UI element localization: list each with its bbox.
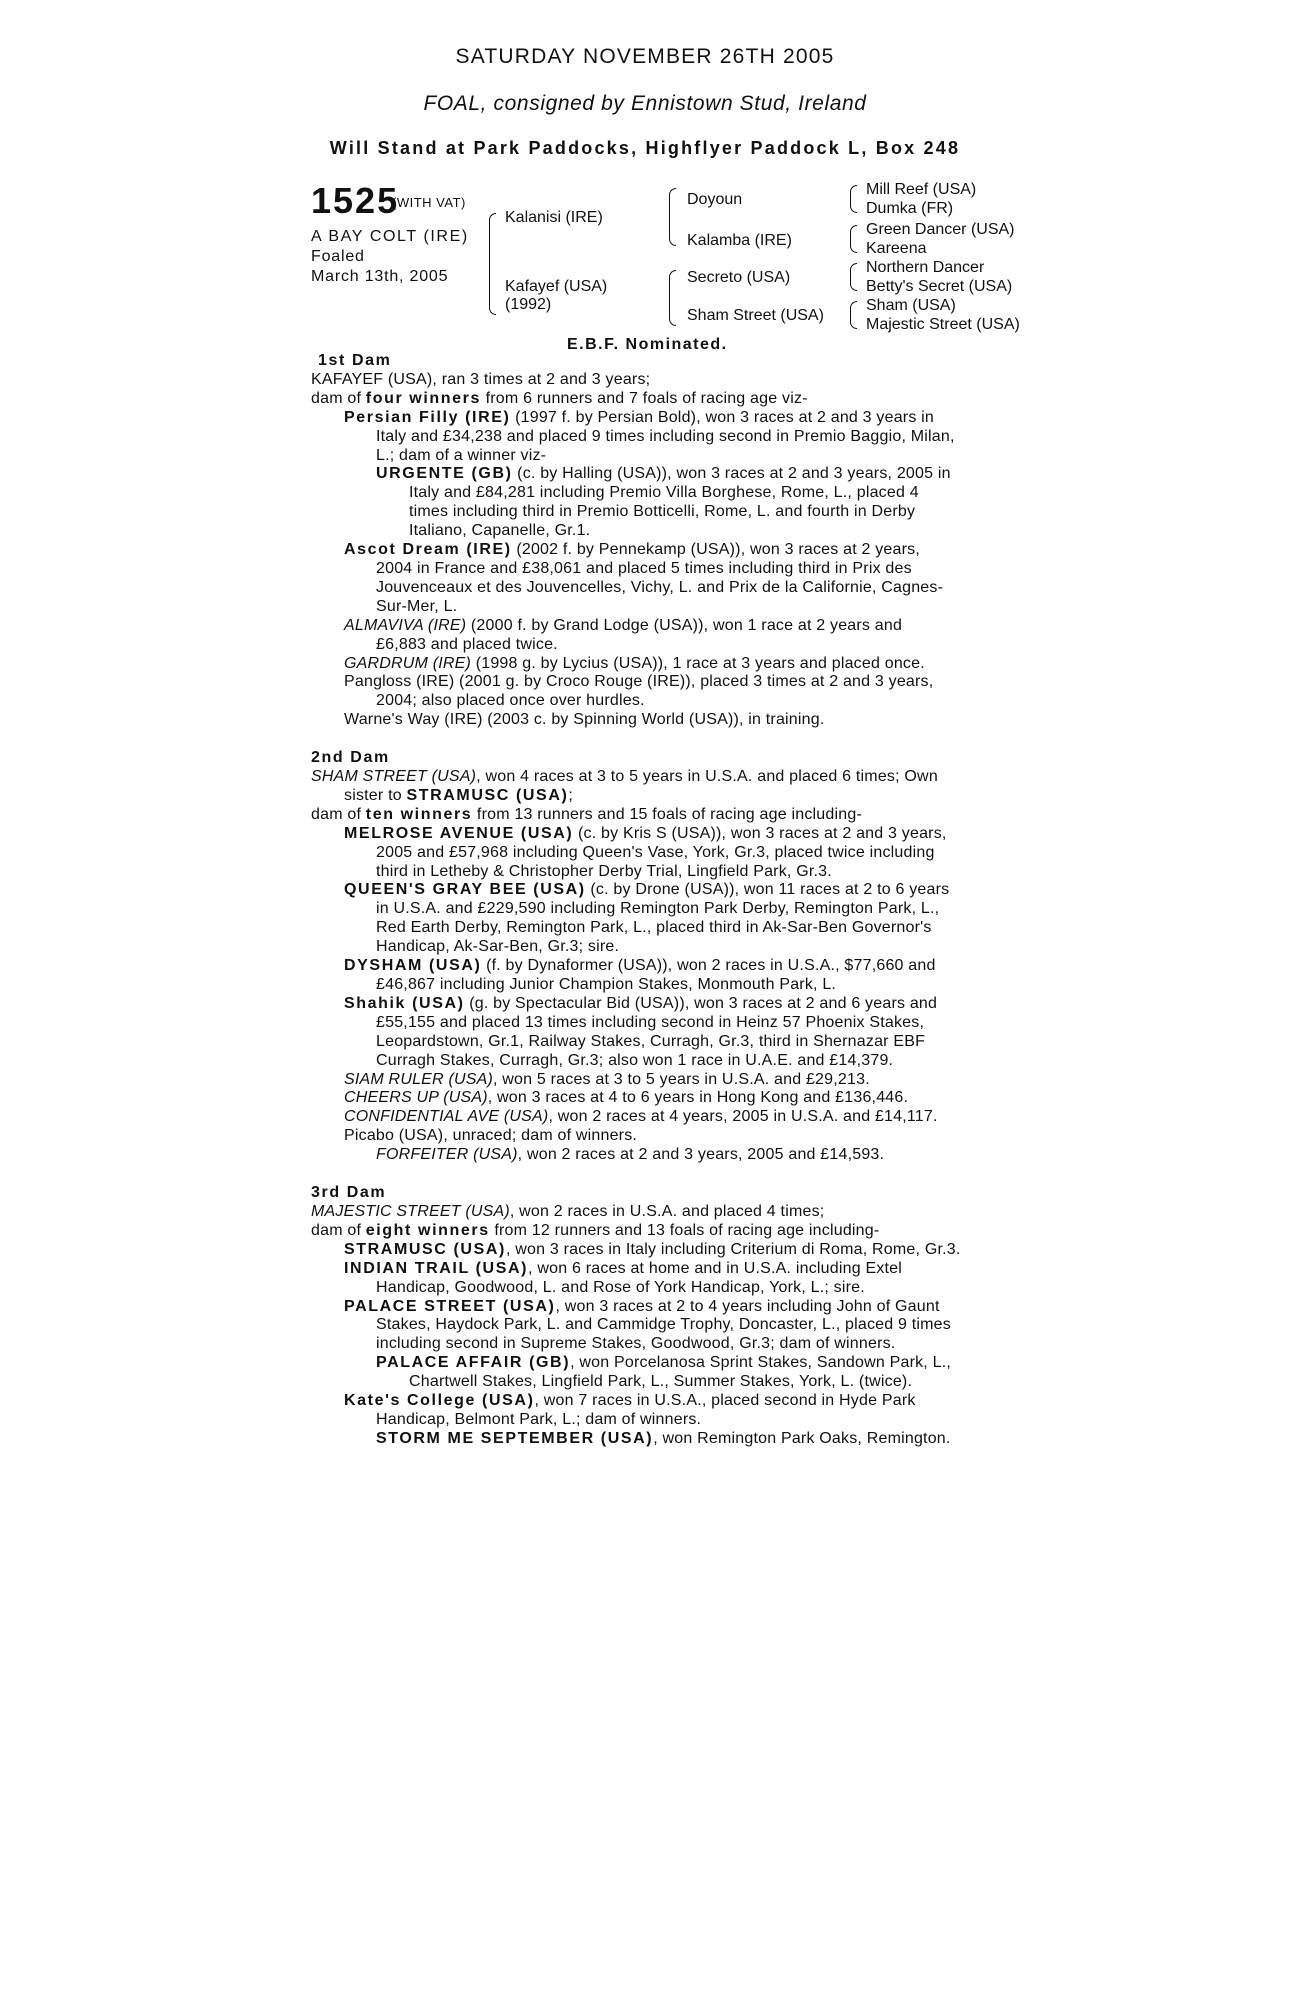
- text-line: ALMAVIVA (IRE) (2000 f. by Grand Lodge (USA)), won 1 race at 2 years and: [344, 616, 903, 634]
- sale-date: SATURDAY NOVEMBER 26TH 2005: [455, 45, 835, 68]
- foaled-date: March 13th, 2005: [311, 268, 449, 285]
- text-line: SHAM STREET (USA), won 4 races at 3 to 5 years in U.S.A. and placed 6 times; Own: [311, 768, 938, 786]
- text-line: Curragh Stakes, Curragh, Gr.3; also won 1 race in U.A.E. and £14,379.: [376, 1051, 894, 1069]
- pedigree-gen2-3: Secreto (USA): [687, 269, 791, 286]
- text-line: Chartwell Stakes, Lingfield Park, L., Summer Stakes, York, L. (twice).: [409, 1373, 913, 1391]
- section-heading-2nd-dam: 2nd Dam: [311, 749, 390, 767]
- text-line: times including third in Premio Botticelli, Rome, L. and fourth in Derby: [409, 503, 916, 521]
- text-line: Pangloss (IRE) (2001 g. by Croco Rouge (IRE)), placed 3 times at 2 and 3 years,: [344, 673, 934, 691]
- text-line: Picabo (USA), unraced; dam of winners.: [344, 1127, 638, 1145]
- text-line: Persian Filly (IRE) (1997 f. by Persian Bold), won 3 races at 2 and 3 years in: [344, 408, 935, 426]
- text-line: INDIAN TRAIL (USA), won 6 races at home and in U.S.A. including Extel: [344, 1259, 903, 1277]
- pedigree-gen3-7: Sham (USA): [866, 297, 956, 314]
- bracket-gen3-1: [850, 185, 857, 213]
- text-line: Italiano, Capanelle, Gr.1.: [409, 522, 591, 540]
- pedigree-gen3-6: Betty's Secret (USA): [866, 278, 1013, 295]
- section-heading-1st-dam: 1st Dam: [318, 352, 392, 369]
- text-line: sister to STRAMUSC (USA);: [344, 786, 574, 804]
- text-line: 2004 in France and £38,061 and placed 5 times including third in Prix des: [376, 559, 912, 577]
- text-line: PALACE AFFAIR (GB), won Porcelanosa Sprint Stakes, Sandown Park, L.,: [376, 1354, 951, 1372]
- text-line: Kate's College (USA), won 7 races in U.S.A., placed second in Hyde Park: [344, 1392, 916, 1410]
- stand-location: Will Stand at Park Paddocks, Highflyer Paddock L, Box 248: [329, 138, 961, 158]
- bracket-gen3-4: [850, 301, 857, 329]
- text-line: Handicap, Ak-Sar-Ben, Gr.3; sire.: [376, 938, 620, 956]
- bracket-gen2-bottom: [669, 270, 676, 326]
- text-line: Red Earth Derby, Remington Park, L., placed third in Ak-Sar-Ben Governor's: [376, 919, 932, 937]
- text-line: PALACE STREET (USA), won 3 races at 2 to 4 years including John of Gaunt: [344, 1297, 940, 1315]
- lot-number: 1525: [311, 180, 400, 221]
- text-line: Warne's Way (IRE) (2003 c. by Spinning World (USA)), in training.: [344, 711, 825, 729]
- text-line: Handicap, Belmont Park, L.; dam of winners.: [376, 1410, 702, 1428]
- bracket-gen1: [489, 213, 496, 315]
- text-line: Ascot Dream (IRE) (2002 f. by Pennekamp (USA)), won 3 races at 2 years,: [344, 541, 921, 559]
- text-line: MELROSE AVENUE (USA) (c. by Kris S (USA)), won 3 races at 2 and 3 years,: [344, 824, 947, 842]
- text-line: DYSHAM (USA) (f. by Dynaformer (USA)), won 2 races in U.S.A., $77,660 and: [344, 957, 936, 975]
- produce-record: [311, 352, 981, 1449]
- text-line: dam of four winners from 6 runners and 7 foals of racing age viz-: [311, 389, 808, 407]
- pedigree-gen2-1: Doyoun: [687, 191, 743, 208]
- text-line: Leopardstown, Gr.1, Railway Stakes, Curragh, Gr.3, third in Shernazar EBF: [376, 1032, 926, 1050]
- text-line: £55,155 and placed 13 times including second in Heinz 57 Phoenix Stakes,: [376, 1013, 925, 1031]
- text-line: Handicap, Goodwood, L. and Rose of York Handicap, York, L.; sire.: [376, 1278, 865, 1296]
- dam-name: Kafayef (USA): [505, 278, 608, 295]
- text-line: Italy and £34,238 and placed 9 times including second in Premio Baggio, Milan,: [376, 427, 955, 445]
- text-line: £46,867 including Junior Champion Stakes, Monmouth Park, L.: [376, 976, 837, 993]
- foaled-label: Foaled: [311, 248, 365, 265]
- pedigree-gen3-4: Kareena: [866, 240, 927, 257]
- pedigree-gen3-2: Dumka (FR): [866, 200, 954, 217]
- text-line: SIAM RULER (USA), won 5 races at 3 to 5 years in U.S.A. and £29,213.: [344, 1070, 870, 1088]
- horse-description: A BAY COLT (IRE): [311, 228, 469, 245]
- text-line: STRAMUSC (USA), won 3 races in Italy including Criterium di Roma, Rome, Gr.3.: [344, 1240, 961, 1258]
- section-heading-3rd-dam: 3rd Dam: [311, 1184, 387, 1202]
- text-line: CHEERS UP (USA), won 3 races at 4 to 6 years in Hong Kong and £136,446.: [344, 1089, 909, 1107]
- pedigree-gen3-1: Mill Reef (USA): [866, 181, 977, 198]
- bracket-gen2-top: [669, 188, 676, 246]
- text-line: CONFIDENTIAL AVE (USA), won 2 races at 4 years, 2005 in U.S.A. and £14,117.: [344, 1108, 938, 1126]
- text-line: Jouvenceaux et des Jouvencelles, Vichy, L. and Prix de la Californie, Cagnes-: [376, 578, 944, 596]
- pedigree-gen2-4: Sham Street (USA): [687, 307, 824, 324]
- pedigree-gen3-8: Majestic Street (USA): [866, 316, 1020, 333]
- sire-name: Kalanisi (IRE): [505, 209, 603, 226]
- bracket-gen3-2: [850, 225, 857, 253]
- text-line: Shahik (USA) (g. by Spectacular Bid (USA)), won 3 races at 2 and 6 years and: [344, 994, 938, 1012]
- pedigree-gen3-5: Northern Dancer: [866, 259, 985, 276]
- consignor-line: FOAL, consigned by Ennistown Stud, Ireland: [423, 92, 867, 115]
- text-line: dam of ten winners from 13 runners and 15 foals of racing age including-: [311, 805, 862, 823]
- text-line: 2005 and £57,968 including Queen's Vase, York, Gr.3, placed twice including: [376, 843, 935, 861]
- pedigree-gen3-3: Green Dancer (USA): [866, 221, 1015, 238]
- text-line: STORM ME SEPTEMBER (USA), won Remington Park Oaks, Remington.: [376, 1429, 951, 1447]
- text-line: third in Letheby & Christopher Derby Trial, Lingfield Park, Gr.3.: [376, 862, 832, 880]
- ebf-nominated: E.B.F. Nominated.: [567, 336, 728, 353]
- text-line: Stakes, Haydock Park, L. and Cammidge Trophy, Doncaster, L., placed 9 times: [376, 1316, 951, 1334]
- text-line: Italy and £84,281 including Premio Villa Borghese, Rome, L., placed 4: [409, 484, 919, 502]
- vat-label: (WITH VAT): [392, 195, 466, 210]
- text-line: L.; dam of a winner viz-: [376, 446, 547, 464]
- bracket-gen3-3: [850, 263, 857, 291]
- pedigree-gen2-2: Kalamba (IRE): [687, 232, 792, 249]
- text-line: Sur-Mer, L.: [376, 597, 458, 615]
- text-line: £6,883 and placed twice.: [376, 635, 558, 653]
- text-line: QUEEN'S GRAY BEE (USA) (c. by Drone (USA)), won 11 races at 2 to 6 years: [344, 881, 950, 899]
- text-line: KAFAYEF (USA), ran 3 times at 2 and 3 years;: [311, 370, 651, 388]
- text-line: GARDRUM (IRE) (1998 g. by Lycius (USA)), 1 race at 3 years and placed once.: [344, 654, 925, 672]
- text-line: MAJESTIC STREET (USA), won 2 races in U.S.A. and placed 4 times;: [311, 1202, 825, 1220]
- text-line: FORFEITER (USA), won 2 races at 2 and 3 years, 2005 and £14,593.: [376, 1146, 885, 1164]
- text-line: dam of eight winners from 12 runners and 13 foals of racing age including-: [311, 1221, 880, 1239]
- text-line: URGENTE (GB) (c. by Halling (USA)), won 3 races at 2 and 3 years, 2005 in: [376, 465, 951, 483]
- text-line: including second in Supreme Stakes, Goodwood, Gr.3; dam of winners.: [376, 1335, 896, 1353]
- text-line: in U.S.A. and £229,590 including Remington Park Derby, Remington Park, L.,: [376, 900, 940, 918]
- dam-year: (1992): [505, 296, 552, 313]
- text-line: 2004; also placed once over hurdles.: [376, 692, 645, 710]
